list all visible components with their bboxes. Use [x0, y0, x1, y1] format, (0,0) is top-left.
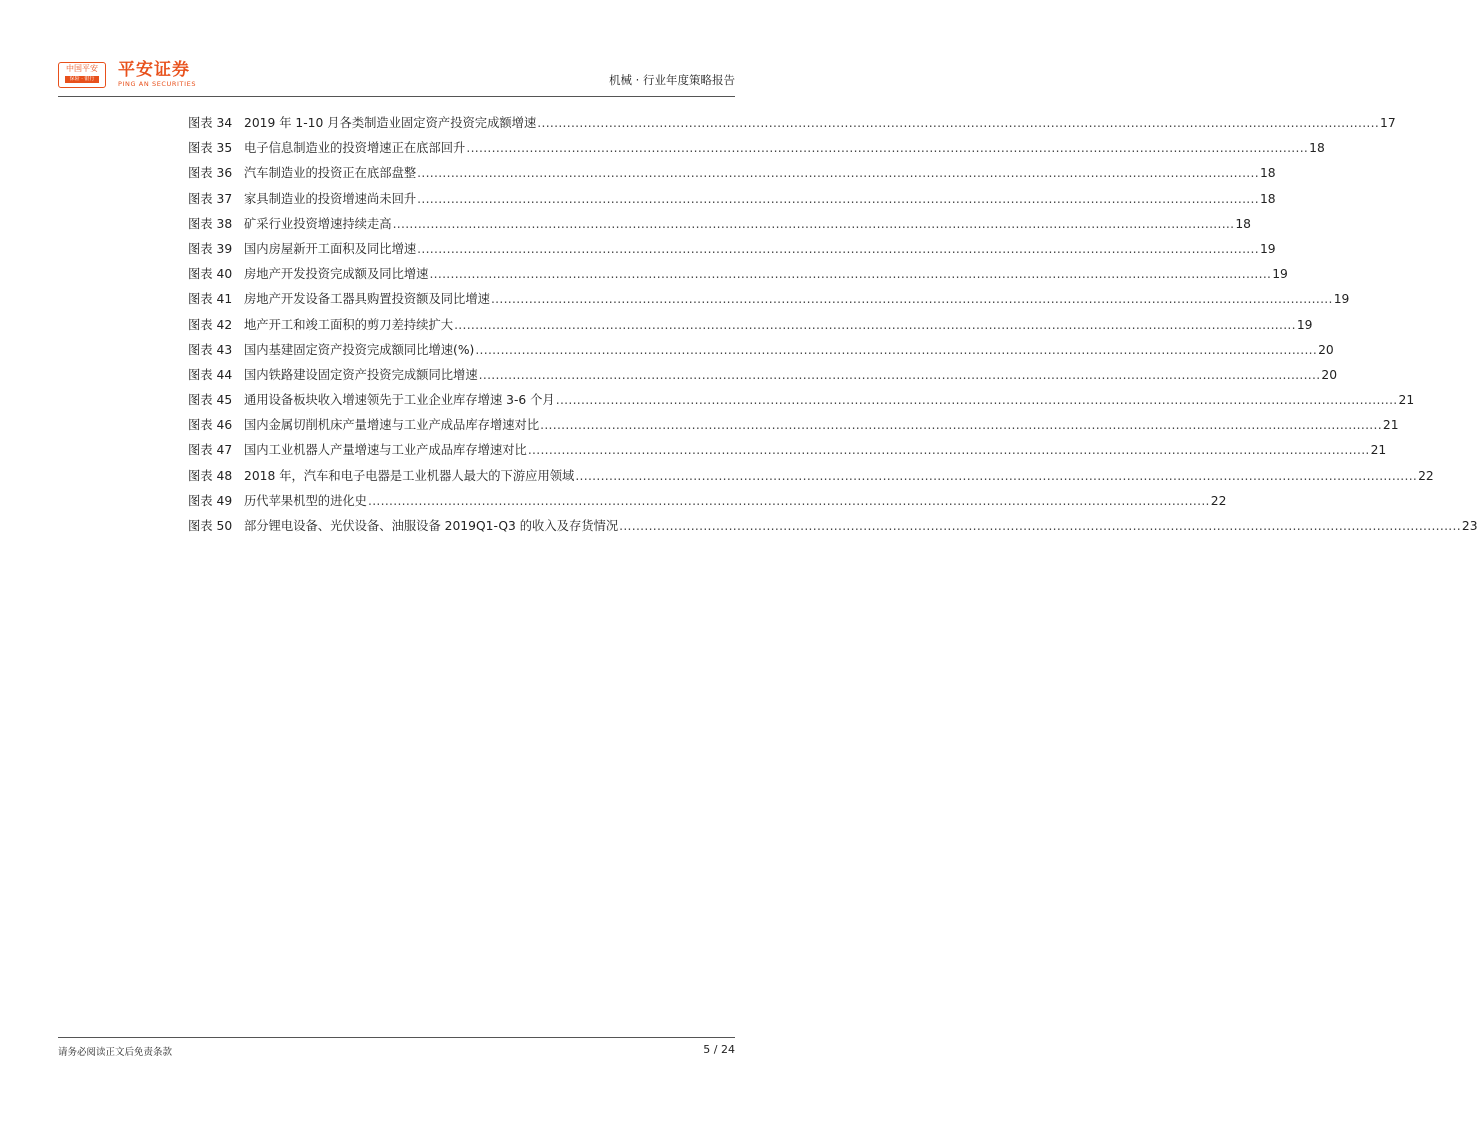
- toc-entry-number: 图表 38: [188, 216, 233, 231]
- toc-entry-number: 图表 40: [188, 267, 233, 282]
- toc-entry[interactable]: [188, 315, 1313, 340]
- toc-entry[interactable]: [188, 415, 1399, 440]
- toc-entry-page: 21: [1382, 418, 1399, 433]
- toc-entry-page: 19: [1296, 317, 1313, 332]
- toc-entry-page: 18: [1309, 141, 1325, 156]
- toc-entry-number: 图表 35: [188, 141, 233, 156]
- ping-an-badge-logo: [58, 62, 106, 88]
- footer-divider: [58, 1037, 735, 1038]
- toc-leader-dots: ........................................................................................................................................................................................................: [466, 141, 1309, 156]
- page-header: [58, 60, 735, 96]
- toc-entry-page: 20: [1318, 342, 1334, 357]
- report-type: 机械 · 行业年度策略报告: [609, 73, 735, 87]
- page-indicator: 5 / 24: [703, 1043, 735, 1056]
- toc-entry[interactable]: [188, 138, 1325, 163]
- toc-entry-page: 19: [1259, 241, 1276, 256]
- toc-entry-page: 20: [1321, 367, 1338, 382]
- toc-entry-title: 地产开工和竣工面积的剪刀差持续扩大: [244, 317, 454, 332]
- toc-leader-dots: ........................................................................................................................................................................................................: [527, 443, 1370, 458]
- toc-entry-title: 国内房屋新开工面积及同比增速: [244, 241, 417, 256]
- toc-leader-dots: ........................................................................................................................................................................................................: [454, 317, 1296, 332]
- toc-entry[interactable]: [188, 189, 1276, 214]
- toc-entry[interactable]: [188, 163, 1276, 188]
- toc-entry-page: 18: [1259, 191, 1276, 206]
- toc-leader-dots: ........................................................................................................................................................................................................: [575, 468, 1418, 483]
- toc-entry-number: 图表 45: [188, 393, 233, 408]
- toc-entry-title: 部分锂电设备、光伏设备、油服设备 2019Q1-Q3 的收入及存货情况: [244, 519, 619, 533]
- toc-leader-dots: ........................................................................................................................................................................................................: [619, 519, 1461, 533]
- toc-entry-page: 22: [1210, 493, 1227, 508]
- toc-entry[interactable]: [188, 264, 1288, 289]
- toc-entry[interactable]: [188, 340, 1334, 365]
- toc-entry-title: 房地产开发投资完成额及同比增速: [244, 267, 429, 282]
- toc-entry[interactable]: [188, 390, 1415, 415]
- toc-leader-dots: ........................................................................................................................................................................................................: [417, 241, 1259, 256]
- toc-entry-number: 图表 43: [188, 342, 233, 357]
- toc-leader-dots: ........................................................................................................................................................................................................: [537, 116, 1380, 130]
- toc-entry-page: 18: [1235, 216, 1251, 231]
- toc-entry[interactable]: [188, 440, 1387, 465]
- footer-disclaimer: 请务必阅读正文后免责条款: [58, 1047, 173, 1058]
- toc-entry-number: 图表 42: [188, 317, 233, 332]
- toc-entry-page: 22: [1418, 468, 1434, 483]
- toc-entry-number: 图表 49: [188, 493, 233, 508]
- toc-leader-dots: ........................................................................................................................................................................................................: [392, 216, 1235, 231]
- toc-entry-page: 19: [1333, 292, 1350, 307]
- toc-entry-title: 汽车制造业的投资正在底部盘整: [244, 166, 417, 181]
- toc-entry-number: 图表 36: [188, 166, 233, 181]
- toc-entry-number: 图表 48: [188, 468, 233, 483]
- company-name-cn: 平安证券: [118, 60, 190, 80]
- toc-leader-dots: ........................................................................................................................................................................................................: [429, 267, 1272, 282]
- toc-leader-dots: ........................................................................................................................................................................................................: [417, 166, 1259, 181]
- logo-badge-subtext: 保险 · 银行: [65, 76, 99, 83]
- toc-entry-number: 图表 47: [188, 443, 233, 458]
- toc-entry[interactable]: [188, 516, 1478, 541]
- table-of-figures: [188, 113, 1478, 541]
- toc-entry[interactable]: [188, 466, 1434, 491]
- company-name-en: PING AN SECURITIES: [118, 80, 197, 88]
- toc-entry[interactable]: [188, 289, 1350, 314]
- toc-entry-page: 21: [1370, 443, 1387, 458]
- toc-entry-number: 图表 44: [188, 367, 233, 382]
- toc-entry-title: 2019 年 1-10 月各类制造业固定资产投资完成额增速: [244, 116, 537, 130]
- toc-entry[interactable]: [188, 113, 1396, 138]
- toc-entry-number: 图表 41: [188, 292, 233, 307]
- toc-entry-page: 17: [1380, 116, 1396, 130]
- toc-entry-number: 图表 50: [188, 519, 233, 533]
- toc-entry-title: 历代苹果机型的进化史: [244, 493, 367, 508]
- toc-leader-dots: ........................................................................................................................................................................................................: [475, 342, 1318, 357]
- toc-entry-page: 21: [1398, 393, 1415, 408]
- toc-entry-title: 国内金属切削机床产量增速与工业产成品库存增速对比: [244, 418, 540, 433]
- toc-entry-title: 矿采行业投资增速持续走高: [244, 216, 392, 231]
- toc-entry-title: 国内工业机器人产量增速与工业产成品库存增速对比: [244, 443, 527, 458]
- toc-leader-dots: ........................................................................................................................................................................................................: [555, 393, 1398, 408]
- toc-entry[interactable]: [188, 239, 1276, 264]
- toc-entry-title: 2018 年，汽车和电子电器是工业机器人最大的下游应用领域: [244, 468, 575, 483]
- toc-entry-title: 国内铁路建设固定资产投资完成额同比增速: [244, 367, 478, 382]
- toc-entry-page: 23: [1461, 519, 1478, 533]
- toc-entry-number: 图表 39: [188, 241, 233, 256]
- toc-leader-dots: ........................................................................................................................................................................................................: [367, 493, 1210, 508]
- toc-leader-dots: ........................................................................................................................................................................................................: [417, 191, 1259, 206]
- toc-entry[interactable]: [188, 365, 1338, 390]
- toc-entry-page: 18: [1259, 166, 1276, 181]
- toc-entry-title: 房地产开发设备工器具购置投资额及同比增速: [244, 292, 490, 307]
- toc-entry-title: 家具制造业的投资增速尚未回升: [244, 191, 417, 206]
- toc-leader-dots: ........................................................................................................................................................................................................: [478, 367, 1321, 382]
- toc-entry-page: 19: [1272, 267, 1288, 282]
- toc-entry-title: 国内基建固定资产投资完成额同比增速(%): [244, 342, 475, 357]
- logo-badge-text: 中国平安: [66, 64, 98, 73]
- toc-leader-dots: ........................................................................................................................................................................................................: [490, 292, 1333, 307]
- toc-entry-number: 图表 34: [188, 116, 233, 130]
- toc-entry-number: 图表 37: [188, 191, 233, 206]
- toc-entry-title: 电子信息制造业的投资增速正在底部回升: [244, 141, 466, 156]
- toc-entry[interactable]: [188, 491, 1227, 516]
- toc-entry-title: 通用设备板块收入增速领先于工业企业库存增速 3-6 个月: [244, 393, 555, 408]
- toc-entry[interactable]: [188, 214, 1251, 239]
- company-logo: [118, 60, 196, 88]
- header-divider: [58, 96, 735, 97]
- toc-entry-number: 图表 46: [188, 418, 233, 433]
- toc-leader-dots: ........................................................................................................................................................................................................: [540, 418, 1382, 433]
